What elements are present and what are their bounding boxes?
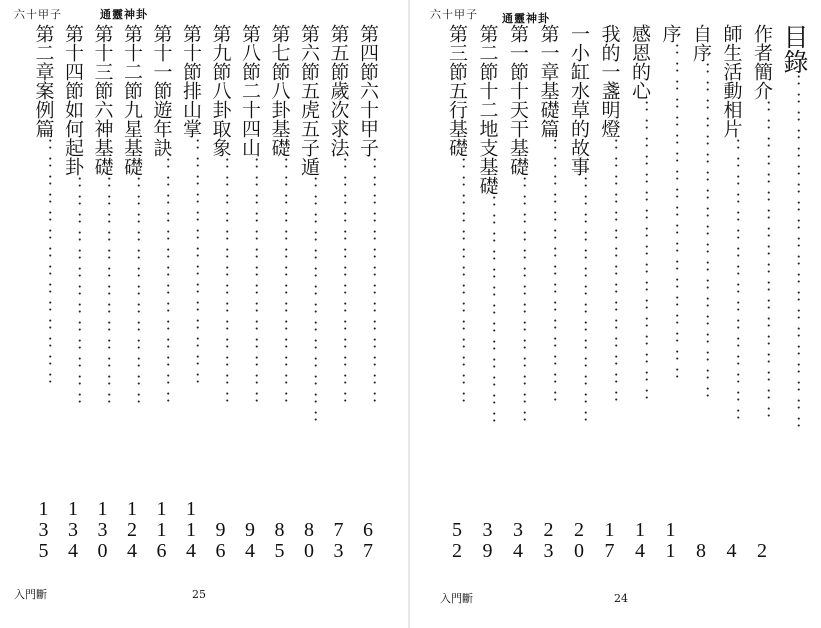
toc-entry-title: 自序 <box>690 24 712 62</box>
toc-entry-title: 一小缸水草的故事 <box>568 24 590 176</box>
toc-entry <box>61 24 85 562</box>
toc-entry-title: 第二章案例篇 <box>32 24 55 138</box>
right-page <box>412 0 821 628</box>
toc-entry <box>537 24 561 562</box>
toc-page-number: 1 1 6 <box>156 498 167 562</box>
dot-leader: ：：：：：：：：：：：：：： <box>328 157 349 409</box>
toc-entry <box>506 24 530 562</box>
running-header <box>14 6 148 22</box>
dot-leader: ：：：：：：：：：：：：：：：： <box>721 138 742 426</box>
toc-page-number: 1 1 4 <box>186 498 196 562</box>
toc-entry-title: 序 <box>659 24 682 43</box>
toc-entry <box>91 24 115 562</box>
toc-page-number: 1 7 <box>604 519 615 562</box>
toc-page-number: 2 0 <box>574 519 584 562</box>
toc-page-number: 1 3 5 <box>38 498 49 562</box>
toc-page-number: 3 4 <box>513 519 523 562</box>
dot-leader: ：：：：：：：：：：：：：： <box>269 157 290 409</box>
toc-page-number: 4 <box>726 540 737 562</box>
toc-page-number: 9 6 <box>215 519 226 562</box>
toc-page-number: 5 2 <box>452 519 462 562</box>
toc-page-number: 1 2 4 <box>127 498 137 562</box>
toc-entry-title: 第十四節如何起卦 <box>62 24 84 176</box>
page-number: 25 <box>192 588 206 601</box>
dot-leader: ：：：：：：：：：：：：： <box>63 176 83 410</box>
toc-page-number: 1 3 4 <box>68 498 78 562</box>
header-series-title: 六十甲子 <box>430 8 478 21</box>
toc-entry <box>598 24 622 562</box>
toc-entry <box>150 24 174 562</box>
dot-leader: ：：：：：：：：：：：：：： <box>358 157 378 409</box>
toc-entry-title: 第十三節六神基礎 <box>91 24 114 176</box>
dot-leader: ：：：：：：：：：：：：：： <box>33 138 54 390</box>
toc-entry <box>567 24 591 562</box>
footer-text: 入門斷 <box>440 592 473 605</box>
toc-entry <box>689 24 713 562</box>
toc-entry-title: 第十節排山掌 <box>180 24 202 138</box>
toc-page-number: 3 9 <box>482 519 493 562</box>
toc-entry <box>297 24 321 562</box>
toc-entry-title: 感恩的心 <box>629 24 651 100</box>
toc-entry-title: 第七節八卦基礎 <box>268 24 291 157</box>
toc-entry <box>179 24 203 562</box>
toc-page-number: 7 3 <box>333 519 344 562</box>
toc-page-number: 8 <box>696 540 706 562</box>
dot-leader: ：：：：：：：：：：：：： <box>477 195 498 429</box>
toc-entry-title: 師生活動相片 <box>720 24 743 138</box>
toc-page-number: 6 7 <box>363 519 373 562</box>
dot-leader: ：：：：：：：：：：：：：：： <box>599 138 620 408</box>
toc-entry-title: 第六節五虎五子遁 <box>298 24 320 176</box>
toc-page-number: 1 3 0 <box>97 498 108 562</box>
dot-leader: ：：：：：：：：：：：：：： <box>181 138 201 390</box>
toc-entry-title: 作者簡介 <box>751 24 773 100</box>
dot-leader: ：：：：：：：：：：：：：：：：：：： <box>660 43 681 385</box>
toc-page-number: 8 0 <box>304 519 314 562</box>
toc-entry-title: 第八節二十四山 <box>239 24 261 157</box>
toc-page-number: 1 1 <box>665 519 676 562</box>
toc-entry <box>720 24 744 562</box>
dot-leader: ：：：：：：：：：：：：：：：：：： <box>752 100 772 424</box>
toc-entry <box>238 24 262 562</box>
dot-leader: ：：：：：：：：：：：：：：：：：：：： <box>782 74 802 434</box>
toc-entry-title: 第九節八卦取象 <box>209 24 232 157</box>
toc-entry-title: 第一章基礎篇 <box>537 24 560 138</box>
toc-entry <box>476 24 500 562</box>
toc-entry-title: 第五節歲次求法 <box>327 24 350 157</box>
toc-title-column <box>780 24 809 554</box>
toc-page-number: 2 3 <box>543 519 554 562</box>
toc-entry-title: 第二節十二地支基礎 <box>476 24 499 195</box>
toc-page-number: 1 4 <box>635 519 645 562</box>
dot-leader: ：：：：：：：：：：：：：： <box>508 176 528 428</box>
header-series-title: 六十甲子 <box>14 8 62 21</box>
toc-entry-title: 我的一盞明燈 <box>598 24 621 138</box>
dot-leader: ：：：：：：：：：：：：：： <box>447 157 467 409</box>
toc-entry <box>356 24 380 562</box>
book-gutter <box>408 0 410 628</box>
toc-entry <box>750 24 774 562</box>
toc-entry <box>327 24 351 562</box>
dot-leader: ：：：：：：：：：：：：： <box>122 176 142 410</box>
dot-leader: ：：：：：：：：：：：：：： <box>299 176 319 428</box>
running-header <box>430 6 550 25</box>
dot-leader: ：：：：：：：：：：：：：： <box>210 157 231 409</box>
page-number: 24 <box>614 592 628 605</box>
toc-entry-title: 第三節五行基礎 <box>446 24 468 157</box>
dot-leader: ：：：：：：：：：：：：：：：：：：： <box>691 62 711 404</box>
dot-leader: ：：：：：：：：：：：：：： <box>240 157 260 409</box>
toc-entry <box>268 24 292 562</box>
dot-leader: ：：：：：：：：：：：：： <box>92 176 113 410</box>
dot-leader: ：：：：：：：：：：：：：：： <box>538 138 559 408</box>
toc-entry-title: 第四節六十甲子 <box>357 24 379 157</box>
toc-title: 目錄 <box>780 24 809 74</box>
dot-leader: ：：：：：：：：：：：：：：：：： <box>630 100 650 406</box>
toc-entry-title: 第一節十天干基礎 <box>507 24 529 176</box>
toc-page-number: 9 4 <box>245 519 255 562</box>
toc-page-number: 2 <box>757 540 767 562</box>
toc-entry <box>628 24 652 562</box>
toc-entry <box>445 24 469 562</box>
header-subtitle: 通靈神卦 <box>100 8 148 21</box>
toc-entry <box>32 24 56 562</box>
dot-leader: ：：：：：：：：：：：：：： <box>151 157 172 409</box>
toc-entry-title: 第十一節遊年訣 <box>150 24 173 157</box>
toc-entry <box>209 24 233 562</box>
toc-entry <box>659 24 683 562</box>
toc-page-number: 8 5 <box>274 519 285 562</box>
footer-text: 入門斷 <box>14 588 47 601</box>
toc-entry <box>120 24 144 562</box>
dot-leader: ：：：：：：：：：：：：：： <box>569 176 589 428</box>
left-page <box>0 0 406 628</box>
toc-entry-title: 第十二節九星基礎 <box>121 24 143 176</box>
header-subtitle: 通靈神卦 <box>502 12 550 25</box>
